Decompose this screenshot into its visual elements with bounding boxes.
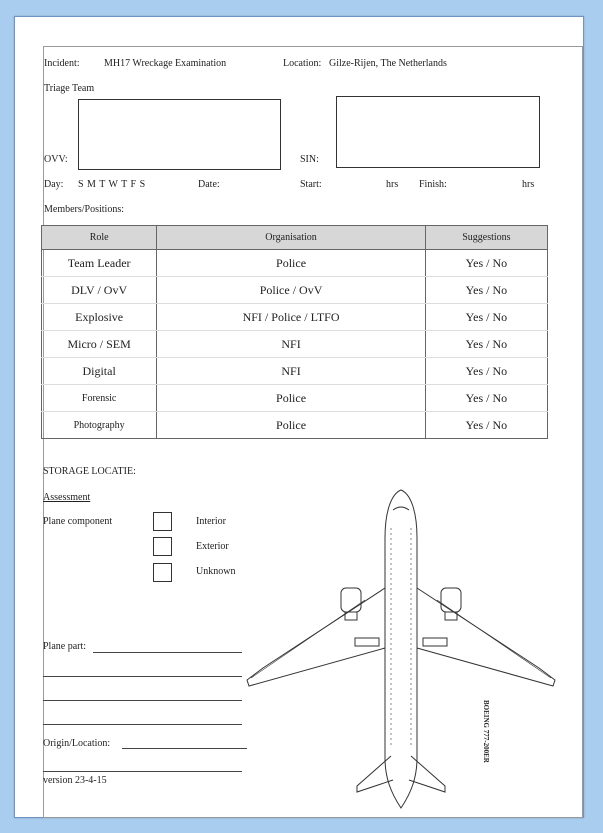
aircraft-diagram: [245, 488, 557, 813]
role-cell: Photography: [42, 412, 157, 439]
date-label: Date:: [198, 179, 220, 190]
table-header-row: [42, 226, 548, 250]
table-row: [42, 412, 548, 439]
organisation-header: Organisation: [157, 226, 426, 250]
origin-location-line[interactable]: [43, 771, 242, 772]
assessment-label: Assessment: [43, 492, 91, 503]
role-cell: Team Leader: [42, 250, 157, 277]
plane-component-label: Plane component: [43, 516, 113, 527]
unknown-checkbox[interactable]: [153, 563, 172, 582]
sin-box[interactable]: [336, 96, 540, 168]
day-letters: S M T W T F S: [78, 179, 146, 190]
suggestion-cell[interactable]: Yes / No: [425, 250, 547, 277]
plane-part-line[interactable]: [43, 676, 242, 677]
table-row: [42, 331, 548, 358]
version-label: version 23-4-15: [43, 775, 107, 786]
triage-team-label: Triage Team: [44, 83, 95, 94]
plane-part-line[interactable]: [93, 652, 242, 653]
aircraft-type-label: BOEING 777-200ER: [482, 700, 490, 763]
organisation-cell: Police: [157, 250, 426, 277]
ovv-label: OVV:: [44, 154, 68, 165]
role-cell: Forensic: [42, 385, 157, 412]
incident-label: Incident:: [44, 58, 80, 69]
suggestion-cell[interactable]: Yes / No: [425, 358, 547, 385]
role-cell: DLV / OvV: [42, 277, 157, 304]
role-cell: Explosive: [42, 304, 157, 331]
table-row: [42, 250, 548, 277]
finish-unit: hrs: [522, 179, 535, 190]
incident-value: MH17 Wreckage Examination: [104, 58, 227, 69]
suggestion-cell[interactable]: Yes / No: [425, 277, 547, 304]
organisation-cell: Police: [157, 412, 426, 439]
organisation-cell: Police / OvV: [157, 277, 426, 304]
interior-label: Interior: [196, 516, 226, 527]
table-row: [42, 304, 548, 331]
table-row: [42, 358, 548, 385]
table-row: [42, 277, 548, 304]
organisation-cell: NFI / Police / LTFO: [157, 304, 426, 331]
location-value: Gilze-Rijen, The Netherlands: [329, 58, 447, 69]
sin-label: SIN:: [300, 154, 319, 165]
exterior-checkbox[interactable]: [153, 537, 172, 556]
unknown-label: Unknown: [196, 566, 236, 577]
organisation-cell: NFI: [157, 331, 426, 358]
suggestion-cell[interactable]: Yes / No: [425, 304, 547, 331]
members-label: Members/Positions:: [44, 204, 125, 215]
origin-location-label: Origin/Location:: [43, 738, 111, 749]
location-label: Location:: [283, 58, 322, 69]
origin-location-line[interactable]: [122, 748, 247, 749]
role-cell: Micro / SEM: [42, 331, 157, 358]
table-row: [42, 385, 548, 412]
suggestion-cell[interactable]: Yes / No: [425, 331, 547, 358]
suggestions-header: Suggestions: [425, 226, 547, 250]
plane-part-line[interactable]: [43, 700, 242, 701]
suggestion-cell[interactable]: Yes / No: [425, 412, 547, 439]
exterior-label: Exterior: [196, 541, 229, 552]
ovv-box[interactable]: [78, 99, 281, 170]
plane-part-line[interactable]: [43, 724, 242, 725]
interior-checkbox[interactable]: [153, 512, 172, 531]
roles-table: [41, 225, 548, 439]
role-header: Role: [42, 226, 157, 250]
organisation-cell: NFI: [157, 358, 426, 385]
day-label: Day:: [44, 179, 64, 190]
role-cell: Digital: [42, 358, 157, 385]
organisation-cell: Police: [157, 385, 426, 412]
plane-part-label: Plane part:: [43, 641, 87, 652]
storage-label: STORAGE LOCATIE:: [43, 466, 136, 477]
finish-label: Finish:: [419, 179, 447, 190]
start-unit: hrs: [386, 179, 399, 190]
suggestion-cell[interactable]: Yes / No: [425, 385, 547, 412]
start-label: Start:: [300, 179, 322, 190]
